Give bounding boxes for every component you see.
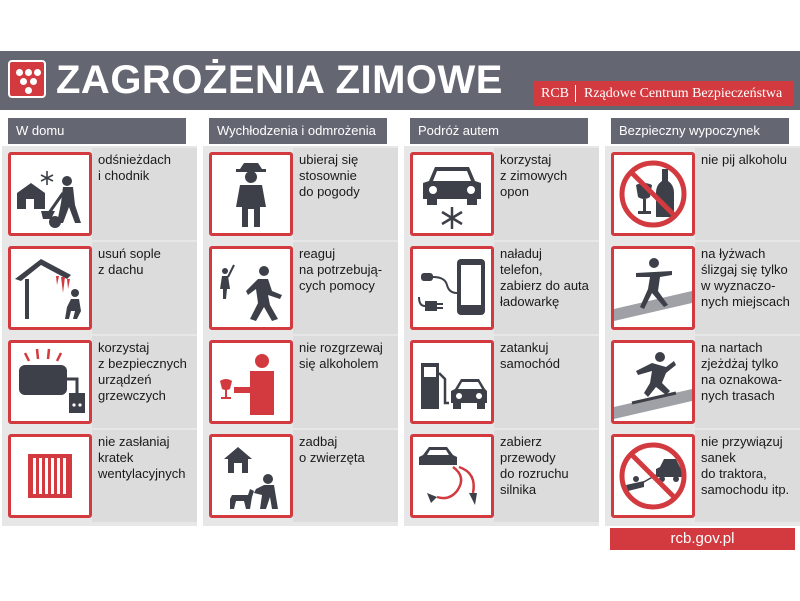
- org-abbreviation: RCB: [541, 85, 576, 102]
- heater-icon: [8, 340, 92, 424]
- jumper-cables-icon: [410, 434, 494, 518]
- list-item: [203, 336, 398, 428]
- page-title: ZAGROŻENIA ZIMOWE: [56, 58, 503, 102]
- car-snowflake-icon: [410, 152, 494, 236]
- tip-text: odśnieżdach i chodnik: [98, 152, 171, 183]
- tip-text: reaguj na potrzebują- cych pomocy: [299, 246, 383, 293]
- vent-grille-icon: [8, 434, 92, 518]
- list-item: [203, 430, 398, 522]
- list-item: [605, 242, 800, 334]
- tip-text: nie przywiązuj sanek do traktora, samochodu itp.: [701, 434, 790, 497]
- list-item: [203, 148, 398, 240]
- tip-text: korzystaj z bezpiecznych urządzeń grzewczych: [98, 340, 187, 403]
- pet-care-icon: [209, 434, 293, 518]
- list-item: [404, 336, 599, 428]
- icicles-icon: [8, 246, 92, 330]
- no-alcohol-icon: [611, 152, 695, 236]
- list-item: [2, 336, 197, 428]
- tip-text: nie zasłaniaj kratek wentylacyjnych: [98, 434, 186, 481]
- list-item: [605, 336, 800, 428]
- column-title-car: Podróż autem: [410, 118, 588, 144]
- list-item: [203, 242, 398, 334]
- person-with-wine-icon: [209, 340, 293, 424]
- tip-text: korzystaj z zimowych opon: [500, 152, 568, 199]
- org-name: Rządowe Centrum Bezpieczeństwa: [584, 86, 783, 101]
- list-item: [2, 242, 197, 334]
- tip-text: naładuj telefon, zabierz do auta ładowarkę: [500, 246, 589, 309]
- running-helper-icon: [209, 246, 293, 330]
- tip-text: ubieraj się stosownie do pogody: [299, 152, 360, 199]
- dressed-person-icon: [209, 152, 293, 236]
- skier-icon: [611, 340, 695, 424]
- column-title-home: W domu: [8, 118, 186, 144]
- no-sled-towing-icon: [611, 434, 695, 518]
- list-item: [404, 148, 599, 240]
- list-item: [2, 430, 197, 522]
- list-item: [2, 148, 197, 240]
- fuel-car-icon: [410, 340, 494, 424]
- skater-icon: [611, 246, 695, 330]
- tip-text: na łyżwach ślizgaj się tylko w wyznaczo- nych miejscach: [701, 246, 790, 309]
- column-title-cold: Wychłodzenia i odmrożenia: [209, 118, 387, 144]
- rcb-logo-icon: [8, 60, 46, 98]
- tip-text: zabierz przewody do rozruchu silnika: [500, 434, 569, 497]
- list-item: [605, 148, 800, 240]
- tip-text: zadbaj o zwierzęta: [299, 434, 365, 465]
- list-item: [605, 430, 800, 522]
- list-item: [404, 242, 599, 334]
- tip-text: usuń sople z dachu: [98, 246, 161, 277]
- tip-text: na nartach zjeżdżaj tylko na oznakowa- nych trasach: [701, 340, 782, 403]
- tip-text: nie rozgrzewaj się alkoholem: [299, 340, 383, 371]
- tip-text: nie pij alkoholu: [701, 152, 788, 167]
- tip-text: zatankuj samochód: [500, 340, 560, 371]
- website-link[interactable]: rcb.gov.pl: [610, 528, 795, 550]
- column-title-leisure: Bezpieczny wypoczynek: [611, 118, 789, 144]
- phone-charger-icon: [410, 246, 494, 330]
- list-item: [404, 430, 599, 522]
- snow-shoveling-icon: [8, 152, 92, 236]
